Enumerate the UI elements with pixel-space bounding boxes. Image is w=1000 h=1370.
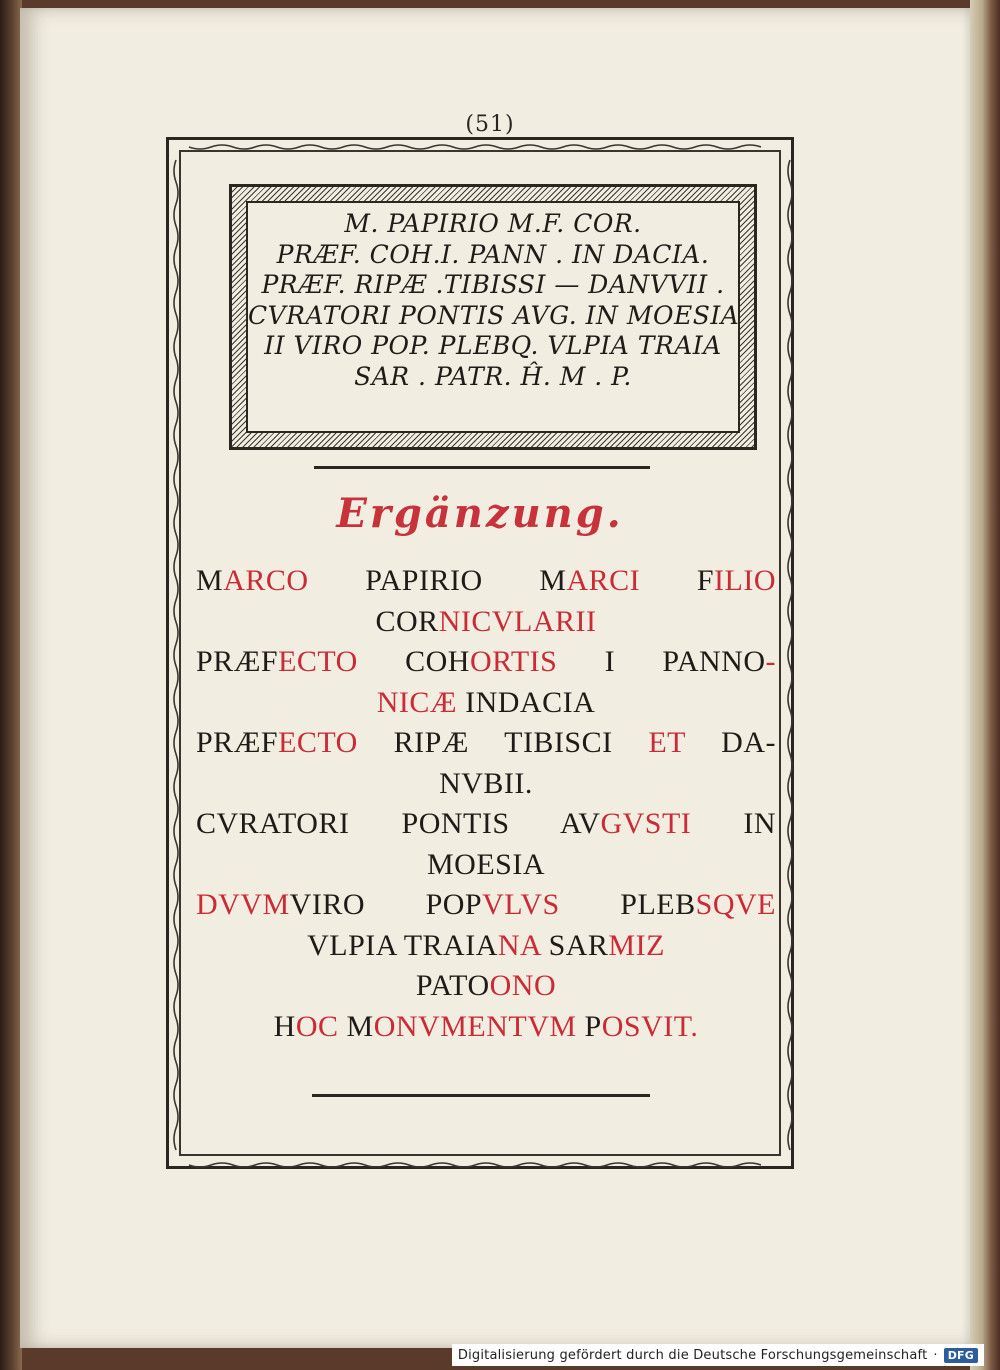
inscription-text <box>248 209 738 392</box>
footer-separator: · <box>933 1347 938 1363</box>
restoration-line: MARCO PAPIRIO MARCI FILIO <box>196 564 776 597</box>
section-heading: Ergänzung. <box>336 490 624 537</box>
vine-stroke <box>189 145 761 149</box>
inscription-line: II VIRO POP. PLEBQ. VLPIA TRAIA <box>264 331 722 360</box>
restoration-text <box>196 561 776 1047</box>
tablet-inner-panel <box>246 201 740 433</box>
vine-stroke <box>788 160 792 1150</box>
dfg-logo: DFG <box>944 1348 978 1363</box>
book-page-edges <box>970 0 1000 1370</box>
restoration-line: PRÆFECTO COHORTIS I PANNO- <box>196 645 776 678</box>
restoration-line: HOC MONVMENTVM POSVIT. <box>273 1009 699 1043</box>
restoration-line: PATOONO <box>415 969 557 1002</box>
inscription-tablet <box>229 184 757 450</box>
digitization-footer <box>452 1344 984 1366</box>
restoration-line: VLPIA TRAIANA SARMIZ <box>307 928 665 962</box>
restoration-line: NVBII. <box>439 766 533 800</box>
inscription-line: SAR . PATR. Ĥ. M . P. <box>354 361 632 391</box>
divider-rule-top <box>314 466 650 469</box>
inscription-line: M. PAPIRIO M.F. COR. <box>344 209 642 238</box>
book-spine-edge <box>0 0 22 1370</box>
restoration-line: DVVMVIRO POPVLVS PLEBSQVE <box>196 888 776 921</box>
divider-rule-bottom <box>312 1094 650 1097</box>
restoration-line: CORNICVLARII <box>375 604 597 638</box>
restoration-line: PRÆFECTO RIPÆ TIBISCI ET DA- <box>196 726 776 759</box>
inscription-line: PRÆF. COH.I. PANN . IN DACIA. <box>276 239 710 269</box>
footer-credit-text: Digitalisierung gefördert durch die Deutsche Forschungsgemeinschaft <box>457 1347 928 1363</box>
vine-stroke <box>189 1163 761 1167</box>
restoration-line: MOESIA <box>426 847 545 881</box>
restoration-line: CVRATORI PONTIS AVGVSTI IN <box>196 807 777 840</box>
restoration-line: NICÆ INDACIA <box>376 685 596 719</box>
inscription-line: CVRATORI PONTIS AVG. IN MOESIA <box>248 300 740 330</box>
vine-stroke <box>174 160 178 1150</box>
page-number: (51) <box>465 112 515 137</box>
inscription-line: PRÆF. RIPÆ .TIBISSI — DANVVII . <box>261 270 725 299</box>
